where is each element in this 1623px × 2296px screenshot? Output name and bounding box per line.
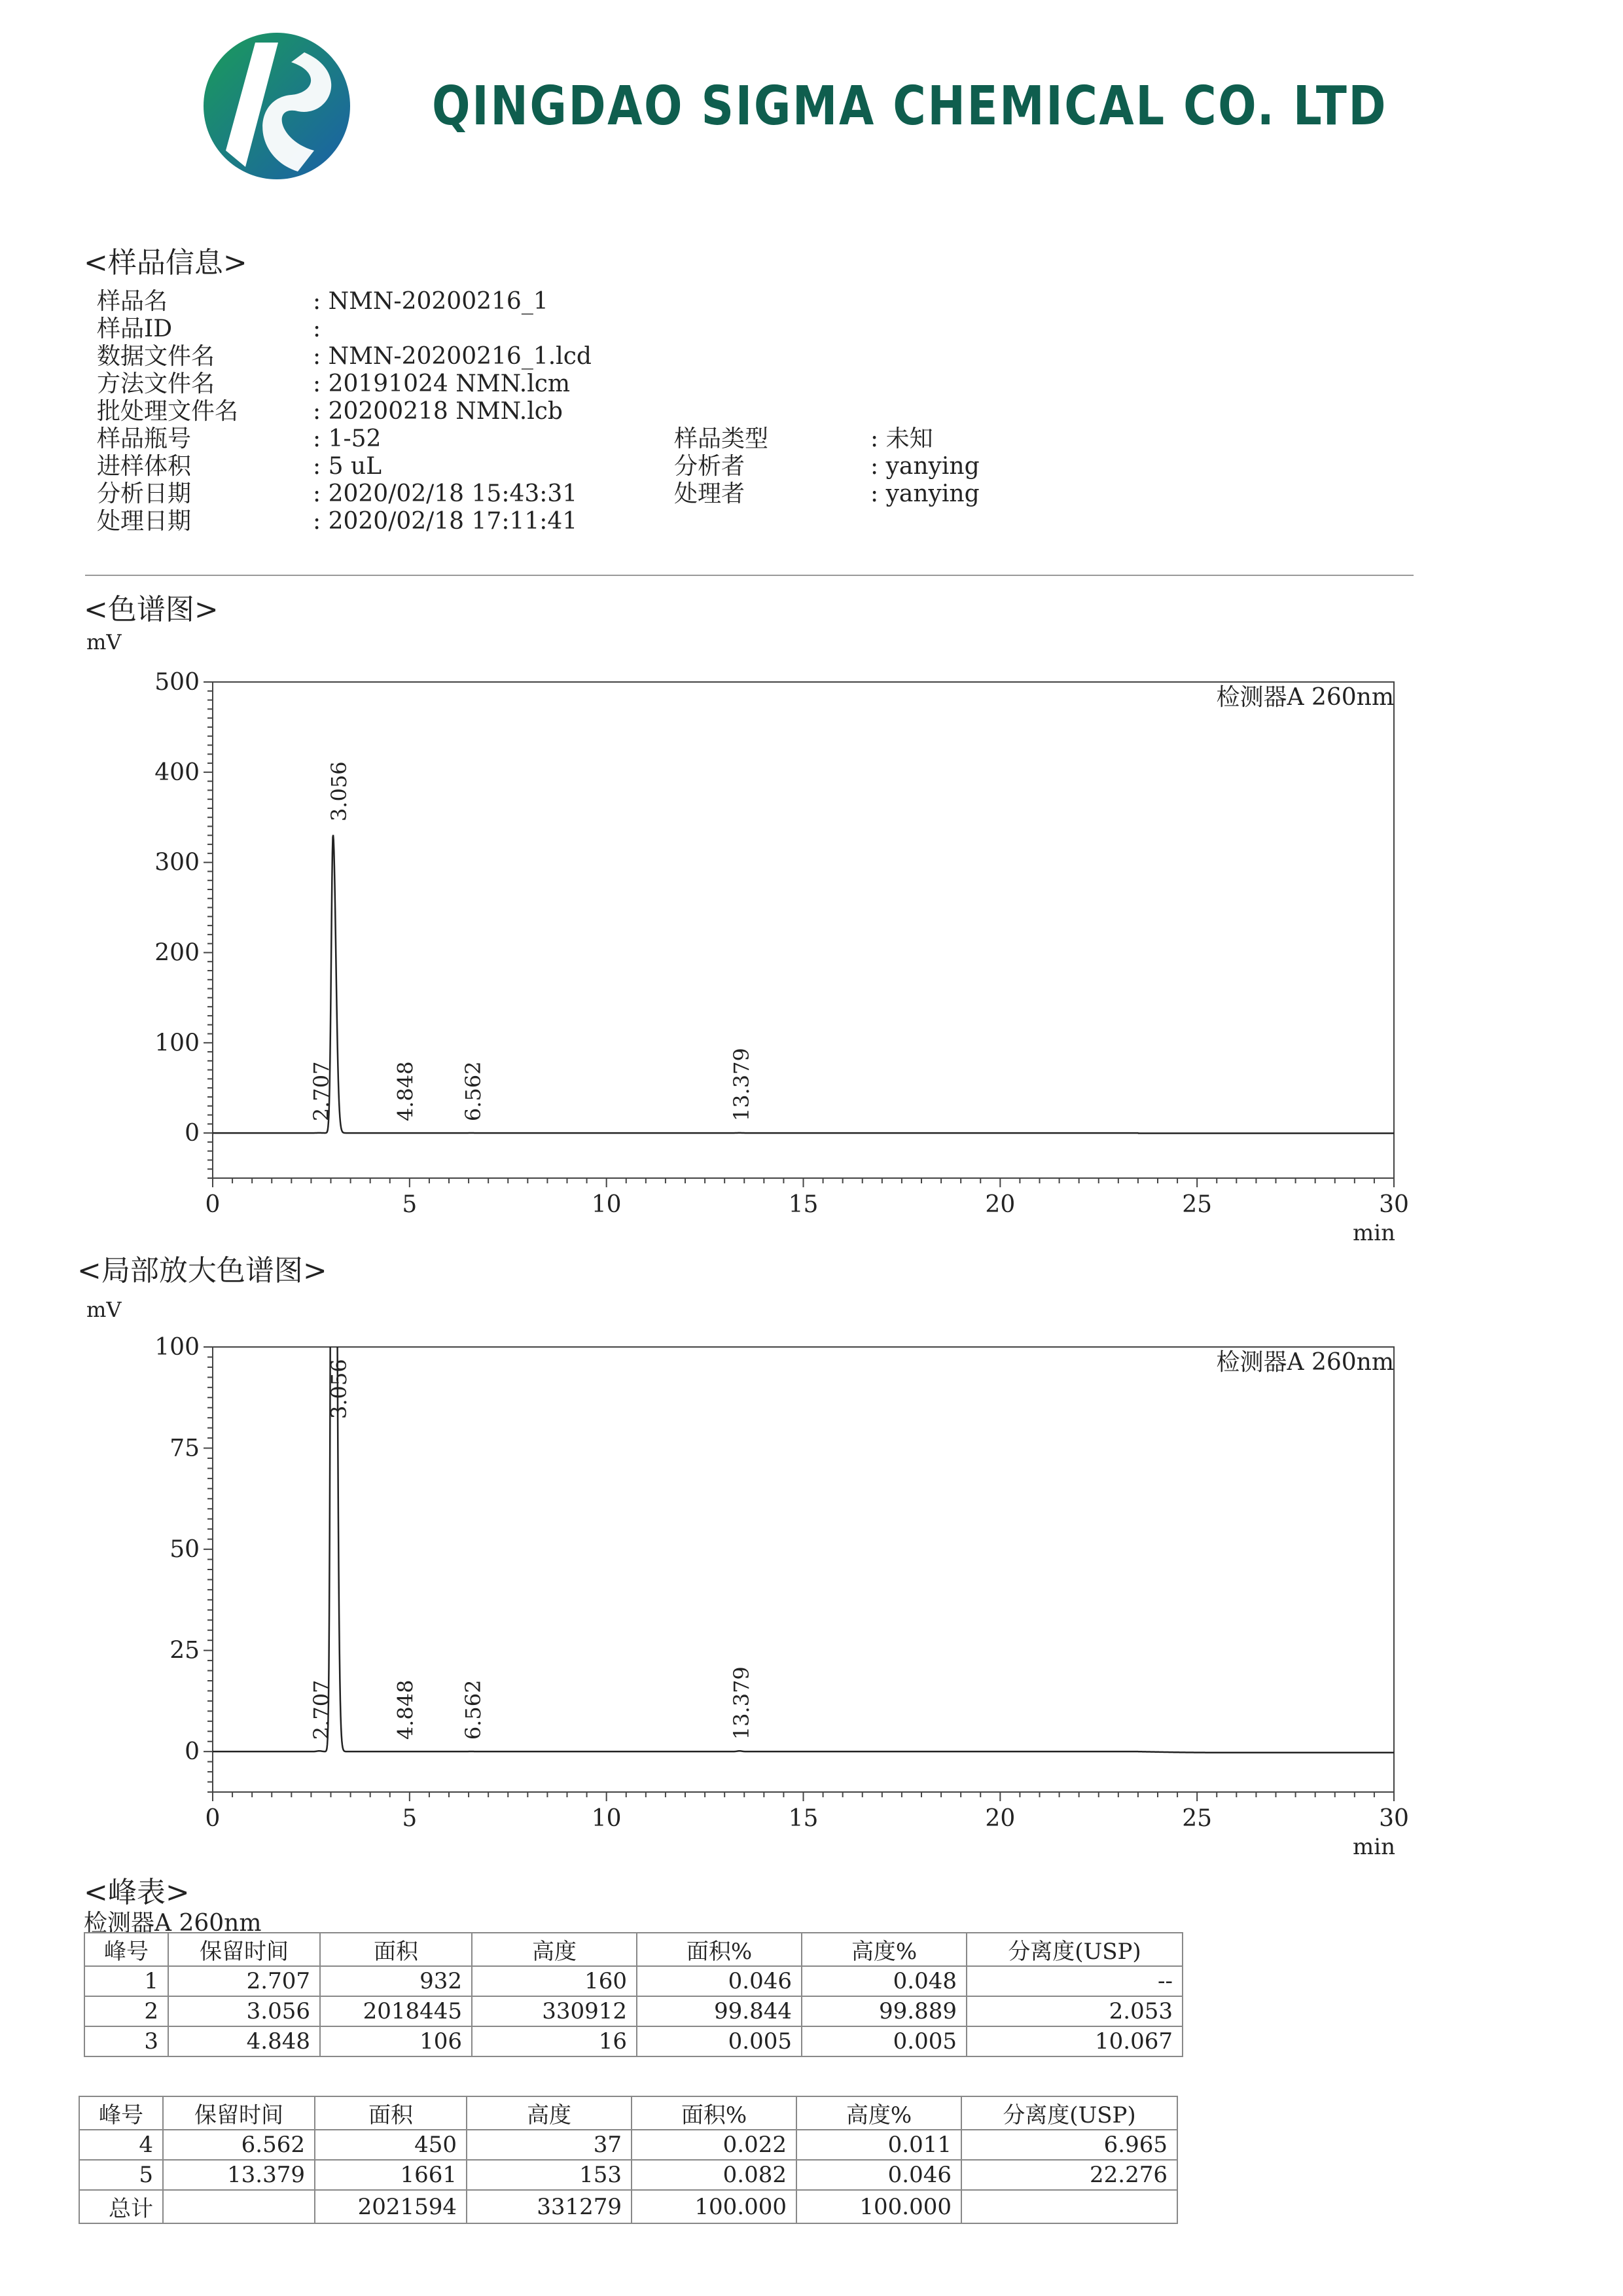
- table-header-cell: 高度%: [802, 1933, 967, 1966]
- left-row: [97, 425, 592, 453]
- peak-label: 2.707: [308, 1679, 334, 1740]
- x-tick-label: 10: [591, 1191, 622, 1218]
- peak-label: 6.562: [460, 1679, 486, 1740]
- y-tick-label: 400: [154, 759, 200, 786]
- detector-label: 检测器A 260nm: [1216, 1349, 1394, 1376]
- peak-label: 2.707: [308, 1061, 334, 1122]
- peak-label: 4.848: [393, 1061, 418, 1122]
- info-label: 样品名: [97, 288, 168, 315]
- right-row: [674, 480, 980, 508]
- peak-label: 3.056: [326, 761, 351, 822]
- table-header-cell: 面积: [315, 2096, 467, 2130]
- x-tick-label: 0: [205, 1805, 221, 1832]
- table-cell: 总计: [79, 2190, 163, 2223]
- table-cell: 4.848: [168, 2026, 320, 2056]
- peak-label: 4.848: [393, 1679, 418, 1740]
- info-value: : 20191024 NMN.lcm: [313, 370, 571, 397]
- table-cell: 99.844: [637, 1996, 802, 2026]
- table-cell: 0.046: [796, 2160, 961, 2190]
- table-cell: 3.056: [168, 1996, 320, 2026]
- table-cell: 0.082: [632, 2160, 796, 2190]
- info-value: : 1-52: [313, 425, 382, 452]
- info-value: : yanying: [870, 453, 980, 480]
- left-row: [97, 288, 592, 315]
- table-cell: 22.276: [961, 2160, 1177, 2190]
- table-cell: --: [967, 1966, 1183, 1996]
- table-header-cell: 面积: [320, 1933, 472, 1966]
- peak-table-2: [79, 2096, 1178, 2224]
- y-tick-label: 0: [185, 1738, 200, 1766]
- info-label: 进样体积: [97, 453, 192, 480]
- table-cell: 330912: [472, 1996, 637, 2026]
- table-cell: 0.011: [796, 2130, 961, 2160]
- info-label: 批处理文件名: [97, 398, 239, 425]
- info-label: 方法文件名: [97, 370, 215, 397]
- table-cell: [961, 2190, 1177, 2223]
- table-cell: 0.046: [637, 1966, 802, 1996]
- left-row: [97, 453, 592, 480]
- info-label: 数据文件名: [97, 343, 215, 370]
- info-label: 处理日期: [97, 508, 192, 535]
- left-row: [97, 315, 592, 343]
- info-value: : 20200218 NMN.lcb: [313, 398, 563, 425]
- x-axis-unit: min: [1352, 1220, 1395, 1246]
- table-cell: 1: [84, 1966, 168, 1996]
- table-row: [84, 1996, 1183, 2026]
- detector-label: 检测器A 260nm: [1216, 684, 1394, 711]
- company-logo: [200, 26, 357, 183]
- x-tick-label: 20: [985, 1805, 1016, 1832]
- info-value: : yanying: [870, 480, 980, 507]
- x-tick-label: 5: [402, 1191, 418, 1218]
- y-tick-label: 0: [185, 1120, 200, 1147]
- info-label: 分析者: [674, 453, 745, 480]
- info-value: :: [313, 315, 321, 342]
- x-tick-label: 25: [1182, 1805, 1213, 1832]
- y-tick-label: 25: [169, 1637, 200, 1664]
- peak-label: 13.379: [728, 1666, 754, 1740]
- table-cell: 13.379: [163, 2160, 315, 2190]
- peak-table-title: <峰表>: [84, 1876, 190, 1909]
- info-value: : NMN-20200216_1.lcd: [313, 343, 592, 370]
- info-value: : NMN-20200216_1: [313, 288, 548, 315]
- y-tick-label: 75: [169, 1435, 200, 1462]
- info-value: : 5 uL: [313, 453, 382, 480]
- left-row: [97, 480, 592, 508]
- plot-frame: [213, 1347, 1394, 1792]
- chromatogram-title: <色谱图>: [84, 593, 219, 626]
- table-cell: 331279: [467, 2190, 632, 2223]
- peak-label: 6.562: [460, 1061, 486, 1122]
- right-row: [674, 425, 980, 453]
- table-row: [84, 1966, 1183, 1996]
- y-tick-label: 500: [154, 669, 200, 696]
- company-name: QINGDAO SIGMA CHEMICAL CO. LTD: [432, 75, 1388, 137]
- table-cell: 1661: [315, 2160, 467, 2190]
- table-cell: 16: [472, 2026, 637, 2056]
- y-tick-label: 100: [154, 1334, 200, 1361]
- zoom-chromatogram-title: <局部放大色谱图>: [77, 1254, 327, 1287]
- left-row: [97, 370, 592, 398]
- divider: [85, 575, 1414, 576]
- x-tick-label: 5: [402, 1805, 418, 1832]
- x-tick-label: 10: [591, 1805, 622, 1832]
- table-header-cell: 面积%: [637, 1933, 802, 1966]
- table-row: [79, 2190, 1177, 2223]
- y-tick-label: 200: [154, 939, 200, 967]
- table-header-cell: 高度: [467, 2096, 632, 2130]
- x-tick-label: 15: [788, 1191, 819, 1218]
- info-label: 样品ID: [97, 315, 173, 342]
- x-tick-label: 25: [1182, 1191, 1213, 1218]
- table-cell: 0.048: [802, 1966, 967, 1996]
- logo-icon: [200, 26, 357, 183]
- table-cell: 932: [320, 1966, 472, 1996]
- x-tick-label: 20: [985, 1191, 1016, 1218]
- table-header-cell: 高度: [472, 1933, 637, 1966]
- table-cell: 100.000: [632, 2190, 796, 2223]
- table-cell: 37: [467, 2130, 632, 2160]
- left-row: [97, 398, 592, 425]
- chromatogram-y-unit: mV: [86, 630, 122, 655]
- left-row: [97, 508, 592, 535]
- info-label: 样品瓶号: [97, 425, 192, 452]
- plot-frame: [213, 682, 1394, 1178]
- table-cell: 2.053: [967, 1996, 1183, 2026]
- table-cell: 100.000: [796, 2190, 961, 2223]
- zoom-chromatogram-y-unit: mV: [86, 1297, 122, 1322]
- table-cell: 99.889: [802, 1996, 967, 2026]
- table-cell: 10.067: [967, 2026, 1183, 2056]
- table-cell: 2.707: [168, 1966, 320, 1996]
- table-cell: 6.965: [961, 2130, 1177, 2160]
- peak-table-1: [84, 1932, 1183, 2057]
- info-label: 样品类型: [674, 425, 769, 452]
- table-cell: 2: [84, 1996, 168, 2026]
- chromatogram-trace: [213, 1322, 1394, 1753]
- zoom-chromatogram-chart: [0, 1322, 1440, 1878]
- table-cell: 0.005: [802, 2026, 967, 2056]
- table-header-cell: 保留时间: [163, 2096, 315, 2130]
- table-cell: 106: [320, 2026, 472, 2056]
- table-cell: 0.022: [632, 2130, 796, 2160]
- table-cell: 2021594: [315, 2190, 467, 2223]
- table-header-cell: 分离度(USP): [961, 2096, 1177, 2130]
- table-cell: 153: [467, 2160, 632, 2190]
- table-cell: 450: [315, 2130, 467, 2160]
- table-cell: 5: [79, 2160, 163, 2190]
- right-row: [674, 453, 980, 480]
- chromatogram-chart: [0, 655, 1440, 1263]
- table-cell: 6.562: [163, 2130, 315, 2160]
- y-tick-label: 50: [169, 1536, 200, 1564]
- table-row: [79, 2130, 1177, 2160]
- info-value: : 2020/02/18 17:11:41: [313, 508, 578, 535]
- table-row: [84, 2026, 1183, 2056]
- table-header-cell: 面积%: [632, 2096, 796, 2130]
- peak-table-detector: 检测器A 260nm: [84, 1910, 262, 1937]
- table-header-cell: 分离度(USP): [967, 1933, 1183, 1966]
- info-label: 处理者: [674, 480, 745, 507]
- table-cell: [163, 2190, 315, 2223]
- y-tick-label: 300: [154, 849, 200, 876]
- table-cell: 4: [79, 2130, 163, 2160]
- peak-label: 13.379: [728, 1048, 754, 1122]
- peak-label: 3.056: [326, 1359, 351, 1419]
- table-header-cell: 保留时间: [168, 1933, 320, 1966]
- sample-info-title: <样品信息>: [84, 246, 247, 279]
- sample-info-left: [97, 288, 592, 535]
- x-tick-label: 0: [205, 1191, 221, 1218]
- table-cell: 3: [84, 2026, 168, 2056]
- table-header-cell: 峰号: [79, 2096, 163, 2130]
- table-row: [79, 2160, 1177, 2190]
- x-tick-label: 30: [1379, 1805, 1409, 1832]
- y-tick-label: 100: [154, 1030, 200, 1057]
- info-label: 分析日期: [97, 480, 192, 507]
- info-value: : 未知: [870, 425, 933, 452]
- table-cell: 2018445: [320, 1996, 472, 2026]
- sample-info-right: [674, 425, 980, 508]
- table-cell: 0.005: [637, 2026, 802, 2056]
- table-header-cell: 峰号: [84, 1933, 168, 1966]
- info-value: : 2020/02/18 15:43:31: [313, 480, 578, 507]
- left-row: [97, 343, 592, 370]
- table-header-row: [84, 1933, 1183, 1966]
- table-header-row: [79, 2096, 1177, 2130]
- x-tick-label: 15: [788, 1805, 819, 1832]
- x-axis-unit: min: [1352, 1834, 1395, 1860]
- table-cell: 160: [472, 1966, 637, 1996]
- x-tick-label: 30: [1379, 1191, 1409, 1218]
- table-header-cell: 高度%: [796, 2096, 961, 2130]
- chromatogram-trace: [213, 835, 1394, 1134]
